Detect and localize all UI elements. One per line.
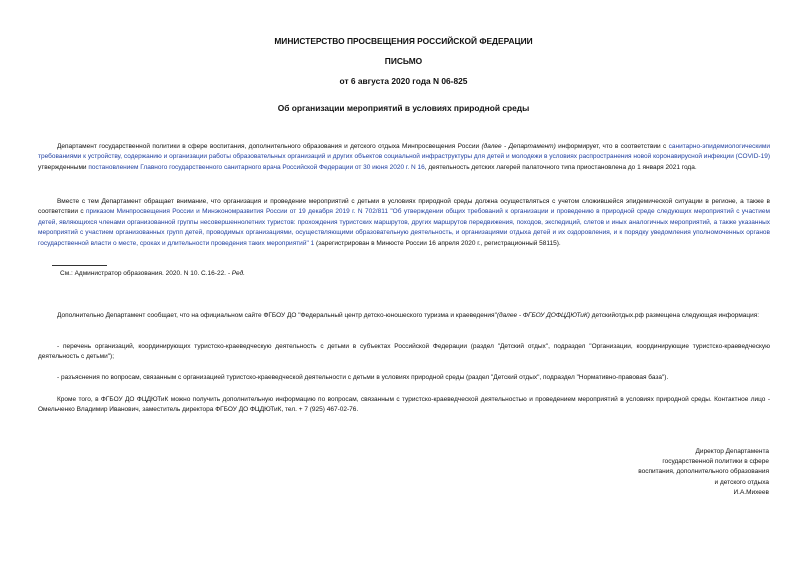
- p3-text-1: Дополнительно Департамент сообщает, что на официальном сайте ФГБОУ ДО "Федеральный центр детско-юношеского туризма и краеведения": [57, 312, 497, 319]
- document-date-number: от 6 августа 2020 года N 06-825: [339, 76, 468, 86]
- p1-text-4: утвержденными: [38, 163, 89, 171]
- p3-center-abbrev: (далее - ФГБОУ ДОФЦДЮТиК): [496, 312, 590, 319]
- p3-text-3: детскийотдых.рф размещена следующая информация:: [589, 312, 760, 319]
- link-order-702-811[interactable]: приказом Минпросвещения России и Минэкономразвития России от 19 декабря 2019 г. N 702/811: [86, 208, 388, 216]
- signature-line-2: государственной политики в сфере: [662, 458, 769, 466]
- footnote: [60, 270, 245, 277]
- footnote-divider: [52, 265, 107, 266]
- p2-text-1: Вместе с тем Департамент обращает внимание, что организация и проведение мероприятий с детьми в условиях природной среды должна осуществляться с учетом сложившейся эпидемической ситуации в регионе, а также в соответствии с: [38, 198, 770, 216]
- ministry-title: МИНИСТЕРСТВО ПРОСВЕЩЕНИЯ РОССИЙСКОЙ ФЕДЕРАЦИИ: [274, 36, 533, 46]
- p1-text-5: , деятельность детских лагерей палаточного типа приостановлена до 1 января 2021 года.: [424, 163, 697, 171]
- p1-text-3: информирует, что в соответствии с: [555, 143, 669, 150]
- footnote-text: См.: Администратор образования. 2020. N 10. С.16-22.: [60, 270, 228, 277]
- document-subject: Об организации мероприятий в условиях природной среды: [277, 103, 530, 113]
- bullet-item-2: - разъяснения по вопросам, связанным с организацией туристско-краеведческой деятельности с детьми в условиях природной среды (раздел "Детский отдых", подраздел "Нормативно-правовая база").: [57, 374, 669, 381]
- p1-text-1: Департамент государственной политики в сфере воспитания, дополнительного образования и детского отдыха Минпросвещения России: [57, 143, 482, 150]
- bullet-item-1: - перечень организаций, координирующих туристско-краеведческую деятельность с детьми в субъектах Российской Федерации (раздел "Детский отдых", подраздел "Организации, координирующие туристско-краеведческую деятельность с детьми");: [38, 343, 770, 361]
- signature-line-4: и детского отдыха: [714, 478, 769, 486]
- signer-name: И.А.Михеев: [733, 488, 769, 496]
- signature-block: [569, 447, 769, 498]
- link-order-title[interactable]: "Об утверждении общих требований к организации и проведению в природной среде следующих мероприятий с участием детей, являющихся членами организованной группы несовершеннолетних туристов: прохождения туристских маршрутов, других маршрутов передвижения, походов, экспедиций, слетов и иных аналогичных мероприятий, а также указанных мероприятий с участием организованных групп детей, проводимых организациями, осуществляющими образовательную деятельность, и организациями отдыха детей и их оздоровления, и к порядку уведомления уполномоченных органов государственной власти о месте, сроках и длительности проведения таких мероприятий": [38, 208, 770, 247]
- paragraph-4: Кроме того, в ФГБОУ ДО ФЦДЮТиК можно получить дополнительную информацию по вопросам, связанным с туристско-краеведческой деятельностью и проведением мероприятий в условиях природной среды. Контактное лицо - Омельченко Владимир Иванович, заместитель директора ФГБОУ ДО ФЦДЮТиК, тел. + 7 (925) 467-02-76.: [38, 396, 770, 414]
- p1-department-abbrev: (далее - Департамент): [481, 143, 556, 150]
- p2-text-4: (зарегистрирован в Минюсте России 16 апреля 2020 г., регистрационный 58115).: [314, 239, 561, 247]
- link-sanitary-resolution[interactable]: постановлением Главного государственного санитарного врача Российской Федерации от 30 июня 2020 г. N 16: [88, 163, 425, 171]
- footnote-editor-mark: - Ред.: [227, 270, 245, 277]
- paragraph-3: [38, 311, 770, 321]
- footnote-ref-1[interactable]: 1: [310, 239, 315, 247]
- signature-line-3: воспитания, дополнительного образования: [638, 468, 769, 476]
- paragraph-1: [38, 142, 770, 173]
- signature-line-1: Директор Департамента: [695, 448, 769, 455]
- document-type: ПИСЬМО: [384, 56, 423, 66]
- link-sanitary-requirements[interactable]: санитарно-эпидемиологическими требованиями к устройству, содержанию и организации работы образовательных организаций и других объектов социальной инфраструктуры для детей и молодежи в условиях распространения новой коронавирусной инфекции (COVID-19): [38, 143, 770, 161]
- paragraph-2: [38, 197, 770, 249]
